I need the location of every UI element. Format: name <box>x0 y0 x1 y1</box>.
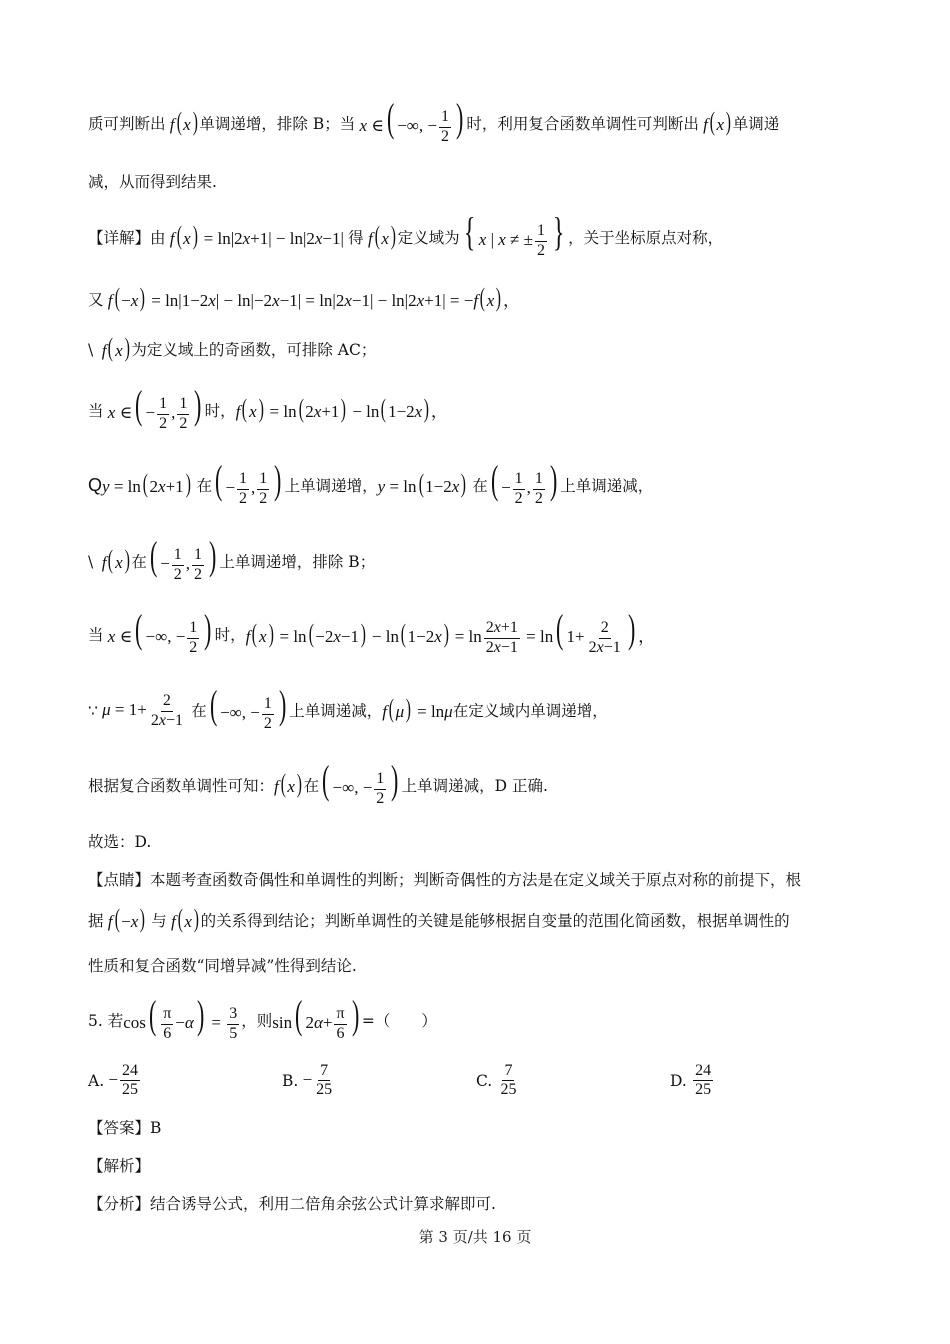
text-line-4 <box>88 283 862 314</box>
text-segment: =（ ） <box>361 1011 437 1030</box>
text-line-8 <box>88 533 862 586</box>
text-segment: 质可判断出 <box>88 114 166 133</box>
math-fx: f( x) <box>274 769 302 799</box>
math-fx: f( x) <box>703 107 731 137</box>
text-line-14 <box>88 906 862 936</box>
math-interval: ( − $\frac{1}{2}$ , $\frac{1}{2}$ ) <box>490 457 558 507</box>
text-segment: 上单调递减， <box>560 476 654 495</box>
text-segment: 的关系得到结论；判断单调性的关键是能够根据自变量的范围化简函数，根据单调性的 <box>200 911 790 930</box>
text-line-12 <box>88 830 862 854</box>
math-domain-set: { x | x ≠ ± $\frac{1}{2}$ } <box>463 209 565 259</box>
text-segment: \ <box>88 340 94 359</box>
option-label: C. <box>476 1071 493 1090</box>
denominator: 25 <box>500 1081 517 1099</box>
option-value: − $\frac{7}{25}$ <box>298 1062 333 1099</box>
text-segment: 减，从而得到结果. <box>88 172 217 191</box>
math-expression: f( x) = ln( −2x−1) − ln( 1−2x) = ln $\frac{2x+1}{2x-1}$ = ln( 1+ $\frac{2}{2x-1}$ ) ， <box>245 606 656 656</box>
question-5 <box>88 992 862 1046</box>
option-b[interactable] <box>282 1062 336 1100</box>
text-segment: 在 <box>191 701 207 720</box>
math-target: sin( 2α+ $\frac{\pi}{6}$ ) <box>272 992 359 1042</box>
option-value <box>687 1062 715 1100</box>
text-line-13 <box>88 868 862 892</box>
math-expression: μ = 1+ $\frac{2}{2x-1}$ <box>102 692 183 729</box>
text-segment: 上单调递减，D 正确. <box>401 776 548 795</box>
math-expression: y = ln( 1−2x) <box>377 469 467 499</box>
therefore-symbol: Q <box>88 475 103 496</box>
math-interval: ( − $\frac{1}{2}$ , $\frac{1}{2}$ ) <box>149 533 217 583</box>
text-segment: 【点睛】本题考查函数奇偶性和单调性的判断；判断奇偶性的方法是在定义域关于原点对称的前提下，根 <box>88 870 802 889</box>
option-label: D. <box>670 1071 687 1090</box>
math-expression: y = ln( 2x+1) <box>102 469 191 499</box>
text-line-2 <box>88 170 862 194</box>
math-fx: f( x) <box>171 904 199 934</box>
denominator: 25 <box>121 1081 138 1099</box>
text-segment: 单调递 <box>732 114 780 133</box>
text-segment: 又 <box>88 290 104 309</box>
option-value <box>492 1062 520 1100</box>
text-line-1 <box>88 95 862 146</box>
page-footer: 第 3 页/共 16 页 <box>418 1228 532 1246</box>
text-segment: 在定义域内单调递增， <box>452 701 608 720</box>
text-segment: 时，利用复合函数单调性可判断出 <box>466 114 699 133</box>
option-value: − $\frac{24}{25}$ <box>104 1062 138 1099</box>
denominator: 25 <box>316 1081 333 1099</box>
option-a[interactable] <box>88 1062 142 1100</box>
text-segment: 与 <box>151 911 167 930</box>
text-segment: 定义域为 <box>397 228 460 247</box>
text-segment: 【解析】 <box>88 1156 151 1175</box>
option-label: B. <box>282 1071 299 1090</box>
analysis-heading <box>88 1154 862 1178</box>
text-segment: 根据复合函数单调性可知： <box>88 776 275 795</box>
analysis-line <box>88 1192 862 1216</box>
text-segment: 【详解】由 <box>88 228 166 247</box>
text-segment: 在 <box>472 476 488 495</box>
math-odd-check: f( −x) = ln|1−2x| − ln|−2x−1| = ln|2x−1| − ln|2x+1| = −f( x) ， <box>107 283 520 313</box>
text-line-5 <box>88 333 862 364</box>
text-segment: ，则 <box>241 1011 273 1030</box>
answer-line <box>88 1116 862 1140</box>
math-fx: f( x) <box>101 333 130 363</box>
text-segment: 为定义域上的奇函数，可排除 AC； <box>131 340 377 359</box>
numerator: 24 <box>693 1062 713 1081</box>
text-segment: ，关于坐标原点对称， <box>568 228 724 247</box>
numerator: 7 <box>502 1062 514 1081</box>
text-segment: 时， <box>214 625 246 644</box>
text-segment: 故选：D. <box>88 832 152 851</box>
text-segment: \ <box>88 552 94 571</box>
text-segment: 当 <box>88 401 104 420</box>
math-interval: x ∈( −∞, − $\frac{1}{2}$ ) <box>359 95 464 145</box>
text-segment: 在 <box>131 552 147 571</box>
text-segment: 时， <box>204 401 236 420</box>
because-symbol: ∵ <box>88 701 98 720</box>
text-segment: 5. 若 <box>88 1011 124 1030</box>
text-segment: 在 <box>196 476 213 495</box>
option-c[interactable] <box>476 1062 520 1100</box>
numerator: 7 <box>318 1062 330 1081</box>
math-function-def: f( x) = ln|2x+1| − ln|2x−1| <box>169 221 349 251</box>
math-interval: x ∈( −∞, − $\frac{1}{2}$ ) <box>107 606 212 656</box>
option-d[interactable] <box>670 1062 715 1100</box>
text-segment: 【答案】B <box>88 1118 162 1137</box>
text-line-7 <box>88 457 862 510</box>
text-segment: 上单调递增，排除 B； <box>219 552 376 571</box>
text-segment: 当 <box>88 625 104 644</box>
text-line-6 <box>88 382 862 434</box>
math-interval: ( − $\frac{1}{2}$ , $\frac{1}{2}$ ) <box>215 457 282 507</box>
answer-options <box>88 1062 862 1110</box>
text-line-9 <box>88 606 862 660</box>
text-segment: 在 <box>303 776 320 795</box>
text-segment: 性质和复合函数“同增异减”性得到结论. <box>88 956 357 975</box>
text-segment: 据 <box>88 911 104 930</box>
text-segment: 得 <box>348 228 364 247</box>
text-segment: 单调递增，排除 B；当 <box>199 114 356 133</box>
text-segment: 【分析】结合诱导公式，利用二倍角余弦公式计算求解即可. <box>88 1194 496 1213</box>
math-condition: cos( $\frac{\pi}{6}$ −α) = $\frac{3}{5}$ <box>123 992 238 1042</box>
text-segment: 上单调递增， <box>284 476 378 495</box>
denominator: 25 <box>695 1081 712 1099</box>
math-f-neg-x: f( −x) <box>107 904 146 934</box>
text-segment: 上单调递减， <box>289 701 383 720</box>
numerator: 24 <box>120 1062 140 1081</box>
text-line-3 <box>88 209 862 262</box>
math-fx: f( x) <box>169 107 198 137</box>
math-interval: ( −∞, − $\frac{1}{2}$ ) <box>209 682 287 732</box>
text-line-15 <box>88 954 862 978</box>
math-fx: f( x) <box>367 221 396 251</box>
math-fx: f( x) <box>101 545 130 575</box>
option-label: A. <box>88 1071 105 1090</box>
math-expression: f( x) = ln( 2x+1) − ln( 1−2x) ， <box>235 394 448 424</box>
math-interval: x ∈( − $\frac{1}{2}$ , $\frac{1}{2}$ ) <box>107 382 202 432</box>
math-interval: ( −∞, − $\frac{1}{2}$ ) <box>322 757 399 807</box>
math-expression: f( μ) = lnμ <box>382 694 453 724</box>
text-line-10 <box>88 682 862 736</box>
text-line-11 <box>88 757 862 810</box>
